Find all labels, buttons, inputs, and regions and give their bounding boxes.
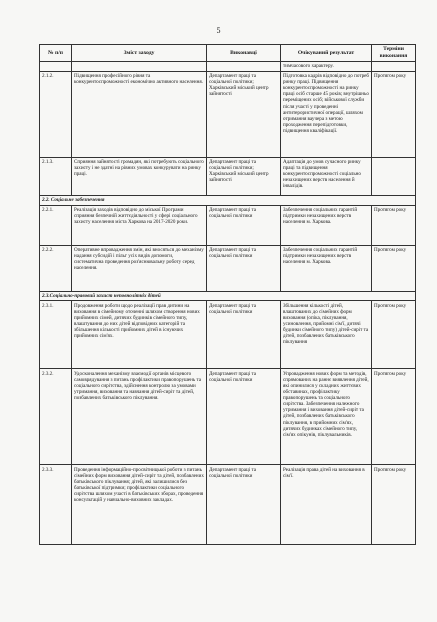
table-row	[40, 465, 416, 545]
row-content: Удосконалення механізму взаємодії органів місцевого самоврядування з питань профілактики правопорушень та соціального сирітства, здійснення контролю за умовами утримання, виховання та навчання дітей-сиріт та дітей, позбавлених батьківського піклування.	[72, 369, 207, 465]
row-executors: Департамент праці та соціальної політики; Харківський міський центр зайнятості	[207, 157, 281, 195]
page-number: 5	[216, 26, 221, 35]
row-result: Забезпечення соціальних гарантій підтримки незахищених верств населення м. Харкова.	[281, 205, 372, 245]
row-content: Реалізація заходів відповідно до міської Програми сприяння безпечній життєдіяльності у сфері соціального захисту населення міста Харкова на 2017-2020 роки.	[72, 205, 207, 245]
section-row	[40, 291, 416, 301]
row-executors: Департамент праці та соціальної політики	[207, 301, 281, 369]
header-result: Очікуваний результат	[281, 45, 372, 62]
section-row	[40, 195, 416, 205]
row-content: Продовження роботи щодо реалізації прав дитини на виховання в сімейному оточенні шляхом створення нових прийомних сімей, дитячих будинків сімейного типу, влаштування до них дітей відповідних категорій та збільшення кількості прийомних дітей в існуючих прийомних сім'ях.	[72, 301, 207, 369]
row-num: 2.2.2.	[40, 245, 72, 291]
row-term	[372, 157, 416, 195]
row-result: Підготовка кадрів відповідно до потреб ринку праці. Підвищення конкурентоспроможності на ринку праці осіб старше 45 років; внутрішньо переміщених осіб; військової служби після участі у проведенні антитерористичної операції, шляхом отримання ваучера з метою проходження перепідготовки, підвищення кваліфікації.	[281, 71, 372, 157]
section-title: 2.2. Соціальне забезпечення	[40, 195, 416, 205]
table-row	[40, 369, 416, 465]
row-term: Протягом року	[372, 205, 416, 245]
header-term: Терміни виконання	[372, 45, 416, 62]
table-row	[40, 245, 416, 291]
row-result: Збільшення кількості дітей, влаштованих до сімейних форм виховання (опіка, піклування, усиновлення, прийомні сім'ї, дитячі будинки сімейного типу) дітей-сиріт та дітей, позбавлених батьківського піклування	[281, 301, 372, 369]
section-title: 2.3.Соціально-правовий захист неповнолітніх дітей	[40, 291, 416, 301]
row-result: Забезпечення соціальних гарантій підтримки незахищених верств населення м. Харкова.	[281, 245, 372, 291]
row-term: Протягом року	[372, 465, 416, 545]
row-result: Упровадження нових форм та методів, спрямованих на раннє виявлення дітей, які опинилися у складних життєвих обставинах, профілактику правопорушень та соціального сирітства. Забезпечення належного утримання і виховання дітей-сиріт та дітей, позбавлених батьківського піклування, в прийомних сім'ях, дитячих будинках сімейного типу, сім'ях опікунів, піклувальників.	[281, 369, 372, 465]
row-num: 2.2.1.	[40, 205, 72, 245]
table-row	[40, 61, 416, 71]
row-content: Сприяння зайнятості громадян, які потребують соціального захисту і не здатні на рівних умовах конкурувати на ринку праці.	[72, 157, 207, 195]
header-num: № п/п	[40, 45, 72, 62]
row-content: Проведення інформаційно-просвітницької роботи з питань сімейних форм виховання дітей-сиріт та дітей, позбавлених батьківського піклування; дітей, які залишилися без батьківської підтримки; профілактики соціального сирітства шляхом участі в батьківських зборах, проведення консультацій у навчально-виховних закладах.	[72, 465, 207, 545]
row-term: Протягом року	[372, 245, 416, 291]
row-executors: Департамент праці та соціальної політики; Харківський міський центр зайнятості	[207, 71, 281, 157]
row-result: Адаптація до умов сучасного ринку праці та підвищення конкурентоспроможності соціально незахищених верств населення й інвалідів.	[281, 157, 372, 195]
row-executors: Департамент праці та соціальної політики	[207, 369, 281, 465]
row-num: 2.3.3.	[40, 465, 72, 545]
row-executors: Департамент праці та соціальної політики	[207, 465, 281, 545]
header-content: Зміст заходу	[72, 45, 207, 62]
row-content: Оперативне впровадження змін, які вносяться до механізму надання субсидій і пільг усіх видів допомоги, систематична проведення роз'яснювальну роботу серед населення.	[72, 245, 207, 291]
row-executors: Департамент праці та соціальної політики	[207, 205, 281, 245]
row-content: Підвищення професійного рівня та конкурентоспроможності економічно активного населення.	[72, 71, 207, 157]
row-num: 2.1.2.	[40, 71, 72, 157]
table-row	[40, 71, 416, 157]
table-row	[40, 205, 416, 245]
header-executors: Виконавці	[207, 45, 281, 62]
table-row	[40, 301, 416, 369]
continuation-text: тимчасового характеру.	[281, 61, 372, 71]
table-row	[40, 157, 416, 195]
row-term: Протягом року	[372, 369, 416, 465]
measures-table	[39, 44, 416, 545]
row-num: 2.3.2.	[40, 369, 72, 465]
row-executors: Департамент праці та соціальної політики	[207, 245, 281, 291]
table-header-row	[40, 45, 416, 62]
row-num: 2.3.1.	[40, 301, 72, 369]
row-term: Протягом року	[372, 71, 416, 157]
row-num: 2.1.3.	[40, 157, 72, 195]
row-term: Протягом року	[372, 301, 416, 369]
row-result: Реалізація права дітей на виховання в сім'ї.	[281, 465, 372, 545]
